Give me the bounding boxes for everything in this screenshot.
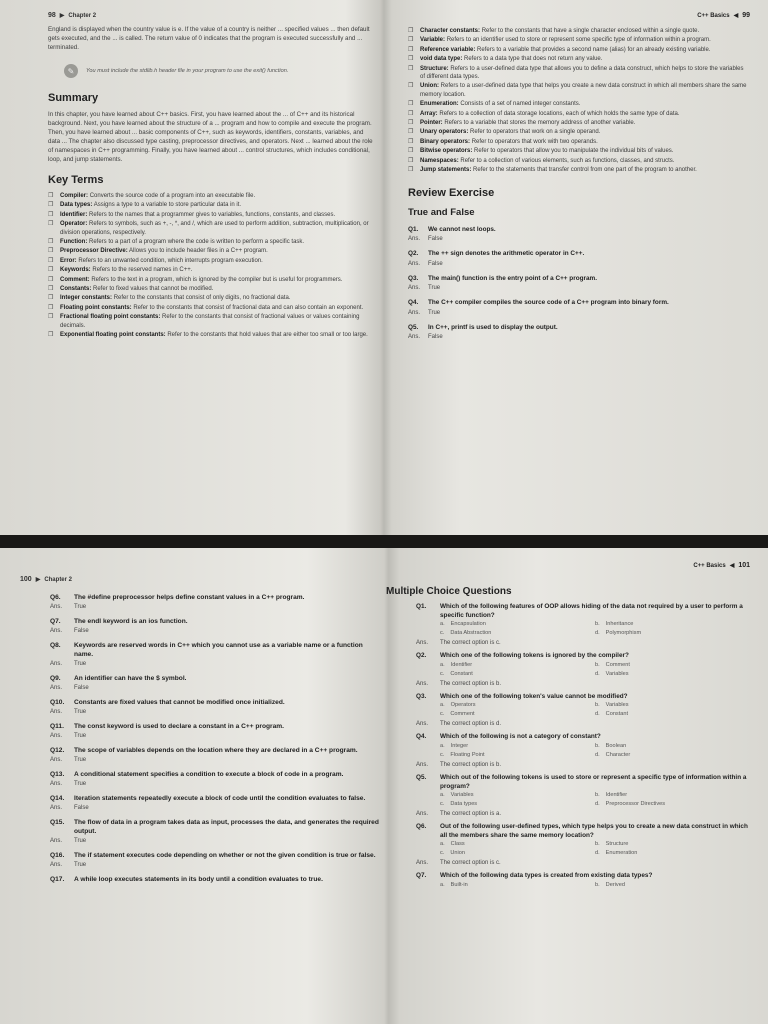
list-item: ❐ Data types: Assigns a type to a variable to store particular data in it. (48, 201, 376, 209)
bottom-book-spread (0, 548, 768, 1024)
question-text: Which one of the following tokens is ignored by the compiler? (440, 652, 629, 660)
list-item: ❐ Array: Refers to a collection of data storage locations, each of which holds the same type of data. (408, 110, 750, 118)
chapter-label: Chapter 2 (44, 576, 72, 583)
answer-text: The correct option is a. (440, 811, 502, 818)
answer-text: True (74, 781, 87, 787)
answer-text: True (74, 757, 87, 763)
question-block: Q1. Which of the following features of OOP allows hiding of the data not required by a user to perform a specific function? a. Encapsulation b. Inheritance c. Data Abstraction d. Polymorphism Ans. The correct option is c. (416, 603, 750, 648)
photo-gap (0, 535, 768, 548)
answer-text: True (74, 838, 87, 844)
page-header (408, 12, 750, 19)
question-text: The const keyword is used to declare a constant in a C++ program. (74, 723, 284, 730)
question-block: Q16. The if statement executes code depending on whether or not the given condition is true or false. Ans. True (50, 851, 380, 871)
answer-text: The correct option is c. (440, 860, 501, 867)
list-item: ❐ Union: Refers to a user-defined data type that helps you create a new data construct in which all members share the same memory location. (408, 82, 750, 99)
chevron-right-icon: ▶ (35, 577, 41, 583)
key-terms-list (48, 192, 376, 340)
answer-text: The correct option is b. (440, 761, 502, 768)
question-text: Which of the following data types is created from existing data types? (440, 872, 653, 880)
question-text: The C++ compiler compiles the source code of a C++ program into binary form. (428, 299, 669, 307)
answer-text: False (74, 685, 89, 691)
question-block: Q17. A while loop executes statements in its body until a condition evaluates to true. (50, 876, 323, 883)
question-block: Q3. The main() function is the entry point of a C++ program. Ans. True (408, 274, 598, 292)
list-item: ❐ Floating point constants: Refer to the constants that consist of fractional data and can also contain an exponent. (48, 304, 376, 312)
question-text: A conditional statement specifies a condition to execute a block of code in a program. (74, 771, 344, 778)
chapter-label: Chapter 2 (68, 12, 97, 19)
intro-paragraph: England is displayed when the country value is e. If the value of a country is neither ... specified values ... then default gets executed, and the ... is called. The return value of 0 indicates that the program is executed successfully and ... terminated. (48, 26, 370, 51)
page-99 (388, 0, 768, 535)
summary-paragraph: In this chapter, you have learned about C++ basics. First, you have learned about the ... of C++ and its historical background. Next, you have learned about the structure of a ... program and how to compile and execute the program. Then, you have learned about ... basic components of C++, such as keywords, identifiers, constants, variables, and data ... The chapter also discussed type casting, preprocessor directives, and operators. Next ... learned about the role of namespaces in C++ programming. Finally, you have learned about ... control structures, which includes conditional, loop, and jump statements. (48, 111, 373, 163)
key-terms-list (408, 27, 750, 175)
answer-text: False (428, 236, 443, 243)
list-item: ❐ Character constants: Refer to the constants that have a single character enclosed within a single quote. (408, 27, 750, 35)
page-header (48, 12, 376, 19)
answer-text: False (428, 334, 443, 341)
question-block: Q7. Which of the following data types is created from existing data types? a. Built-in b. Derived (416, 872, 750, 890)
options-grid: a. Encapsulation b. Inheritance c. Data Abstraction d. Polymorphism (440, 621, 642, 637)
question-block: Q8. Keywords are reserved words in C++ which you cannot use as a variable name or a function name. Ans. True (50, 641, 380, 670)
true-false-heading: True and False (408, 206, 475, 218)
question-block: Q2. The ++ sign denotes the arithmetic operator in C++. Ans. False (408, 250, 585, 267)
page-98 (0, 0, 384, 535)
question-text: Which of the following is not a category of constant? (440, 733, 601, 741)
question-block: Q12. The scope of variables depends on the location where they are declared in a C++ program. Ans. True (50, 746, 380, 766)
list-item: ❐ Constants: Refer to fixed values that cannot be modified. (48, 285, 376, 293)
list-item: ❐ Bitwise operators: Refer to operators that allow you to manipulate the individual bits of values. (408, 147, 750, 155)
answer-text: True (74, 733, 87, 739)
list-item: ❐ Identifier: Refers to the names that a programmer gives to variables, functions, constants, and classes. (48, 211, 376, 219)
note-box (64, 64, 376, 78)
page-number: 98 (48, 12, 56, 19)
question-text: In C++, printf is used to display the output. (428, 323, 558, 331)
question-block: Q2. Which one of the following tokens is ignored by the compiler? a. Identifier b. Comment c. Constant d. Variables Ans. The correct option is b. (416, 652, 750, 689)
question-block: Q10. Constants are fixed values that cannot be modified once initialized. Ans. True (50, 698, 380, 718)
options-grid: a. Operators b. Variables c. Comment d. Constant (440, 702, 629, 718)
question-block: Q15. The flow of data in a program takes data as input, processes the data, and generates the required output. Ans. True (50, 818, 380, 847)
question-block: Q7. The endl keyword is an ios function. Ans. False (50, 617, 380, 637)
page-number: 99 (742, 12, 750, 19)
list-item: ❐ Binary operators: Refer to operators that work with two operands. (408, 138, 750, 146)
list-item: ❐ Comment: Refers to the text in a program, which is ignored by the compiler but is useful for programmers. (48, 276, 376, 284)
answer-text: True (74, 709, 87, 715)
list-item: ❐ Error: Refers to an unwanted condition, which interrupts program execution. (48, 257, 376, 265)
list-item: ❐ Preprocessor Directive: Allows you to include header files in a C++ program. (48, 247, 376, 255)
note-icon: ✎ (64, 64, 78, 78)
mcq-heading: Multiple Choice Questions (386, 586, 512, 597)
chapter-label: C++ Basics (693, 562, 726, 569)
question-text: The scope of variables depends on the location where they are declared in a C++ program. (74, 747, 358, 754)
options-grid: a. Variables b. Identifier c. Data types d. Preprocessor Directives (440, 792, 666, 808)
list-item: ❐ Enumeration: Consists of a set of named integer constants. (408, 100, 750, 108)
page-100 (0, 548, 384, 1024)
list-item: ❐ Keywords: Refers to the reserved names in C++. (48, 266, 376, 274)
question-block: Q6. Out of the following user-defined types, which type helps you to create a new data construct in which all the members share the same memory location? a. Class b. Structure c. Union d. Enumeration Ans. The correct option is c. (416, 823, 750, 868)
question-text: The if statement executes code depending on whether or not the given condition is true or false. (74, 852, 376, 859)
answer-text: The correct option is b. (440, 680, 502, 687)
question-text: Which one of the following token's value cannot be modified? (440, 692, 628, 700)
answer-text: False (74, 628, 89, 634)
question-block: Q1. We cannot nest loops. Ans. False (408, 225, 496, 243)
page-header (693, 562, 750, 569)
list-item: ❐ Variable: Refers to an identifier used to store or represent some specific type of information within a program. (408, 36, 750, 44)
list-item: ❐ Operator: Refers to symbols, such as +, -, *, and /, which are used to perform addition, subtraction, multiplication, or division operations, respectively. (48, 220, 376, 237)
question-text: A while loop executes statements in its body until a condition evaluates to true. (74, 876, 323, 883)
options-grid: a. Integer b. Boolean c. Floating Point d. Character (440, 742, 631, 758)
page-number: 100 (20, 576, 32, 583)
question-text: Out of the following user-defined types, which type helps you to create a new data construct in which all the members share the same memory location? (440, 823, 748, 839)
question-text: The main() function is the entry point of a C++ program. (428, 274, 598, 282)
question-block: Q11. The const keyword is used to declare a constant in a C++ program. Ans. True (50, 722, 380, 742)
answer-text: True (74, 604, 87, 610)
question-text: Which out of the following tokens is used to store or represent a specific type of information within a program? (440, 773, 747, 790)
note-text: You must include the stdlib.h header file in your program to use the exit() function. (86, 68, 289, 74)
question-block: Q4. The C++ compiler compiles the source code of a C++ program into binary form. Ans. True (408, 299, 669, 316)
question-block: Q5. In C++, printf is used to display the output. Ans. False (408, 323, 558, 341)
list-item: ❐ void data type: Refers to a data type that does not return any value. (408, 55, 750, 63)
key-terms-heading: Key Terms (48, 174, 104, 186)
answer-text: True (74, 661, 87, 667)
options-grid: a. Class b. Structure c. Union d. Enumeration (440, 841, 638, 857)
question-text: We cannot nest loops. (428, 225, 496, 233)
page-number: 101 (738, 562, 750, 569)
answer-text: True (428, 285, 441, 292)
question-block: Q13. A conditional statement specifies a condition to execute a block of code in a program. Ans. True (50, 770, 380, 790)
question-text: Iteration statements repeatedly execute a block of code until the condition evaluates to false. (74, 795, 366, 802)
list-item: ❐ Integer constants: Refer to the constants that consist of only digits, no fractional data. (48, 294, 376, 302)
answer-text: True (428, 309, 441, 316)
question-text: Which of the following features of OOP allows hiding of the data not required by a user to perform a specific function? (440, 603, 743, 619)
answer-text: The correct option is c. (440, 640, 501, 647)
list-item: ❐ Compiler: Converts the source code of a program into an executable file. (48, 192, 376, 200)
list-item: ❐ Namespaces: Refer to a collection of various elements, such as functions, classes, and structs. (408, 157, 750, 165)
question-block: Q9. An identifier can have the $ symbol. Ans. False (50, 674, 380, 694)
list-item: ❐ Jump statements: Refer to the statements that transfer control from one part of the program to another. (408, 166, 750, 174)
summary-heading: Summary (48, 92, 99, 104)
options-grid: a. Built-in b. Derived (440, 881, 625, 888)
page-101 (386, 548, 768, 1024)
review-exercise-heading: Review Exercise (408, 186, 495, 199)
answer-text: False (428, 260, 443, 267)
answer-text: True (74, 862, 87, 868)
list-item: ❐ Pointer: Refers to a variable that stores the memory address of another variable. (408, 119, 750, 127)
chapter-label: C++ Basics (697, 12, 730, 19)
question-text: The endl keyword is an ios function. (74, 618, 188, 625)
page-header (20, 576, 380, 583)
chevron-right-icon: ▶ (59, 13, 65, 19)
question-text: Keywords are reserved words in C++ which you cannot use as a variable name or a function name. (74, 642, 363, 658)
options-grid: a. Identifier b. Comment c. Constant d. Variables (440, 661, 630, 677)
question-block: Q3. Which one of the following token's value cannot be modified? a. Operators b. Variables c. Comment d. Constant Ans. The correct option is d. (416, 693, 750, 730)
list-item: ❐ Unary operators: Refer to operators that work on a single operand. (408, 128, 750, 136)
list-item: ❐ Exponential floating point constants: Refer to the constants that hold values that are either too small or too large. (48, 331, 376, 339)
question-block: Q5. Which out of the following tokens is used to store or represent a specific type of information within a program? a. Variables b. Identifier c. Data types d. Preprocessor Directives Ans. The correct option is a. (416, 774, 750, 819)
list-item: ❐ Fractional floating point constants: Refer to the constants that consist of fractional values or values containing decimals. (48, 313, 376, 330)
list-item: ❐ Function: Refers to a part of a program where the code is written to perform a specific task. (48, 238, 376, 246)
question-block: Q14. Iteration statements repeatedly execute a block of code until the condition evaluates to false. Ans. False (50, 794, 380, 814)
question-text: The #define preprocessor helps define constant values in a C++ program. (74, 594, 305, 601)
chevron-left-icon: ◀ (729, 563, 735, 569)
list-item: ❐ Reference variable: Refers to a variable that provides a second name (alias) for an already existing variable. (408, 46, 750, 54)
question-text: Constants are fixed values that cannot be modified once initialized. (74, 699, 285, 706)
answer-text: The correct option is d. (440, 721, 502, 728)
chevron-left-icon: ◀ (733, 13, 739, 19)
question-text: An identifier can have the $ symbol. (74, 675, 187, 682)
list-item: ❐ Structure: Refers to a user-defined data type that allows you to define a data construct, which helps to store the variables of different data types. (408, 65, 750, 82)
question-block: Q4. Which of the following is not a category of constant? a. Integer b. Boolean c. Floating Point d. Character Ans. The correct option is b. (416, 733, 750, 770)
question-text: The flow of data in a program takes data as input, processes the data, and generates the required output. (74, 819, 379, 835)
question-text: The ++ sign denotes the arithmetic operator in C++. (428, 250, 585, 258)
question-block: Q6. The #define preprocessor helps define constant values in a C++ program. Ans. True (50, 593, 380, 613)
answer-text: False (74, 805, 89, 811)
